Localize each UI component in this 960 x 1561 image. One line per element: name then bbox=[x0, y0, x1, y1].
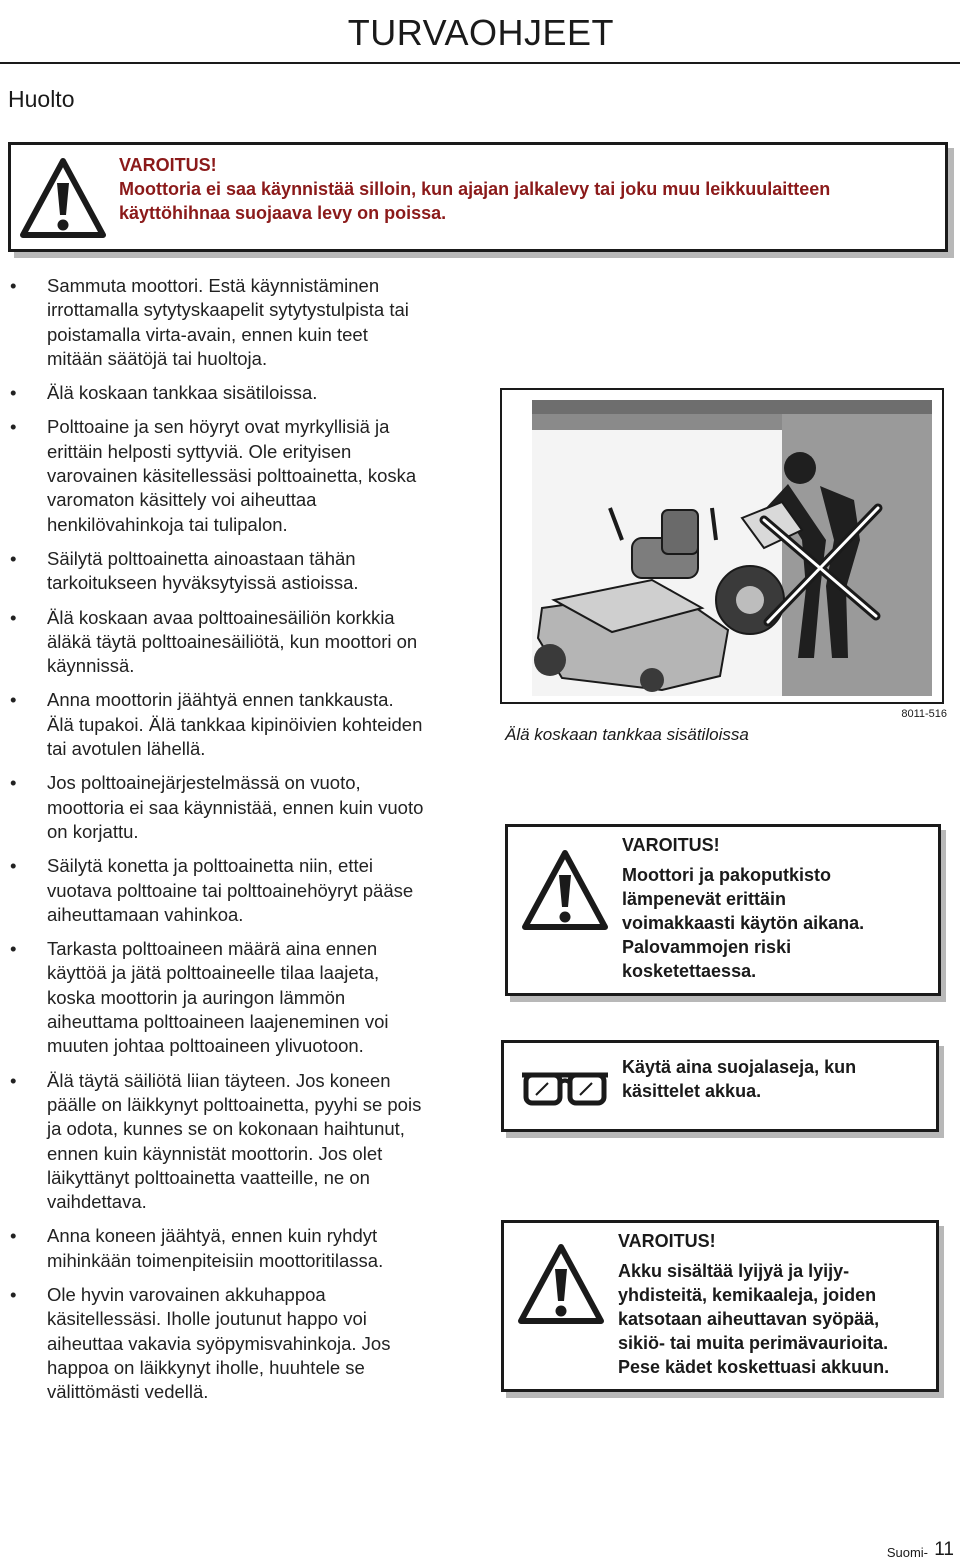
hot-warning-box bbox=[505, 824, 941, 996]
list-item: • Anna moottorin jäähtyä ennen tankkausta. Älä tupakoi. Älä tankkaa kipinöivien kohteiden tai avotulen lähellä. bbox=[10, 689, 423, 760]
goggles-notice-line: Käytä aina suojalaseja, kun bbox=[622, 1057, 857, 1077]
hot-warning-label: VAROITUS! bbox=[622, 835, 720, 855]
list-item: • Sammuta moottori. Estä käynnistäminen irrottamalla sytytyskaapelit sytytystulpista tai poistamalla virta-avain, ennen kuin teet mitään säätöjä tai huoltoja. bbox=[10, 275, 409, 369]
list-item: • Jos polttoainejärjestelmässä on vuoto, moottoria ei saa käynnistää, ennen kuin vuoto on korjattu. bbox=[10, 772, 424, 842]
section-title: Huolto bbox=[8, 86, 75, 112]
hot-warning-line: Palovammojen riski bbox=[622, 937, 792, 957]
top-warning-label: VAROITUS! bbox=[119, 155, 217, 175]
battery-warning-line: Akku sisältää lyijyä ja lyijy- bbox=[618, 1261, 850, 1281]
warning-triangle-icon bbox=[19, 155, 107, 241]
list-item: • Säilytä polttoainetta ainoastaan tähän tarkoitukseen hyväksytyissä astioissa. bbox=[10, 547, 359, 594]
list-item: • Ole hyvin varovainen akkuhappoa käsitellessäsi. Iholle joutunut happo voi aiheuttaa vakavia syöpymisvahinkoja. Jos happoa on läikkynyt iholle, huuhtele se välittömästi vedellä. bbox=[10, 1283, 391, 1403]
list-item: • Polttoaine ja sen höyryt ovat myrkyllisiä ja erittäin helposti syttyviä. Ole erityisen varovainen käsitellessäsi polttoainetta, koska varomaton käsittely voi aiheuttaa henkilövahinkoja tai tulipalon. bbox=[10, 416, 417, 535]
hot-warning-line: lämpenevät erittäin bbox=[622, 889, 787, 909]
refuel-indoors-image bbox=[502, 390, 942, 702]
footer-language: Suomi- bbox=[886, 1545, 928, 1560]
battery-warning-line: Pese kädet koskettuasi akkuun. bbox=[618, 1357, 890, 1377]
list-item: • Anna koneen jäähtyä, ennen kuin ryhdyt mihinkään toimenpiteisiin moottoritilassa. bbox=[10, 1225, 384, 1271]
figure-caption: Älä koskaan tankkaa sisätiloissa bbox=[505, 725, 749, 744]
top-warning-box bbox=[8, 142, 948, 252]
hot-warning-line: Moottori ja pakoputkisto bbox=[622, 865, 831, 885]
list-item: • Älä täytä säiliötä liian täyteen. Jos koneen päälle on läikkynyt polttoainetta, pyyhi se pois ja odota, kunnes se on kokonaan haihtunut, ennen kuin käynnistät moottorin. Jos olet läikyttänyt polttoainetta vaatteille, ne on vaihdettava. bbox=[10, 1069, 422, 1213]
list-item: • Älä koskaan avaa polttoainesäiliön korkkia äläkä täytä polttoainesäiliötä, kun moottori on käynnissä. bbox=[10, 606, 418, 677]
list-item: • Säilytä konetta ja polttoainetta niin, ettei vuotava polttoaine tai polttoainehöyryt pääse aiheuttamaan vahinkoa. bbox=[10, 855, 414, 925]
safety-goggles-icon bbox=[520, 1065, 610, 1109]
no-indoor-refuel-illustration bbox=[500, 388, 944, 704]
list-item: • Tarkasta polttoaineen määrä aina ennen käyttöä ja jätä polttoaineelle tilaa laajeta, koska moottorin ja auringon lämmön aiheuttama polttoaineen laajeneminen voi muuten johtaa polttoaineen ylivuotoon. bbox=[10, 938, 389, 1057]
battery-warning-line: sikiö- tai muita perimävaurioita. bbox=[618, 1333, 889, 1353]
hot-warning-line: voimakkaasti käytön aikana. bbox=[622, 913, 865, 933]
warning-triangle-icon bbox=[520, 847, 610, 933]
figure-code: 8011-516 bbox=[901, 708, 947, 720]
warning-triangle-icon bbox=[516, 1241, 606, 1327]
safety-bullet-list bbox=[0, 274, 425, 1414]
goggles-notice-box bbox=[501, 1040, 939, 1132]
battery-warning-label: VAROITUS! bbox=[618, 1231, 716, 1251]
battery-warning-box bbox=[501, 1220, 939, 1392]
battery-warning-line: katsotaan aiheuttavan syöpää, bbox=[618, 1309, 880, 1329]
page-number: 11 bbox=[934, 1539, 954, 1560]
hot-warning-line: kosketettaessa. bbox=[622, 961, 757, 981]
page-title: TURVAOHJEET bbox=[347, 12, 614, 53]
goggles-notice-line: käsittelet akkua. bbox=[622, 1081, 762, 1101]
battery-warning-line: yhdisteitä, kemikaaleja, joiden bbox=[618, 1285, 877, 1305]
header-divider bbox=[0, 62, 960, 64]
list-item: • Älä koskaan tankkaa sisätiloissa. bbox=[10, 382, 318, 404]
top-warning-text: Moottoria ei saa käynnistää silloin, kun ajajan jalkalevy tai joku muu leikkuulaitteen käyttöhihnaa suojaava levy on poissa. bbox=[119, 179, 831, 223]
